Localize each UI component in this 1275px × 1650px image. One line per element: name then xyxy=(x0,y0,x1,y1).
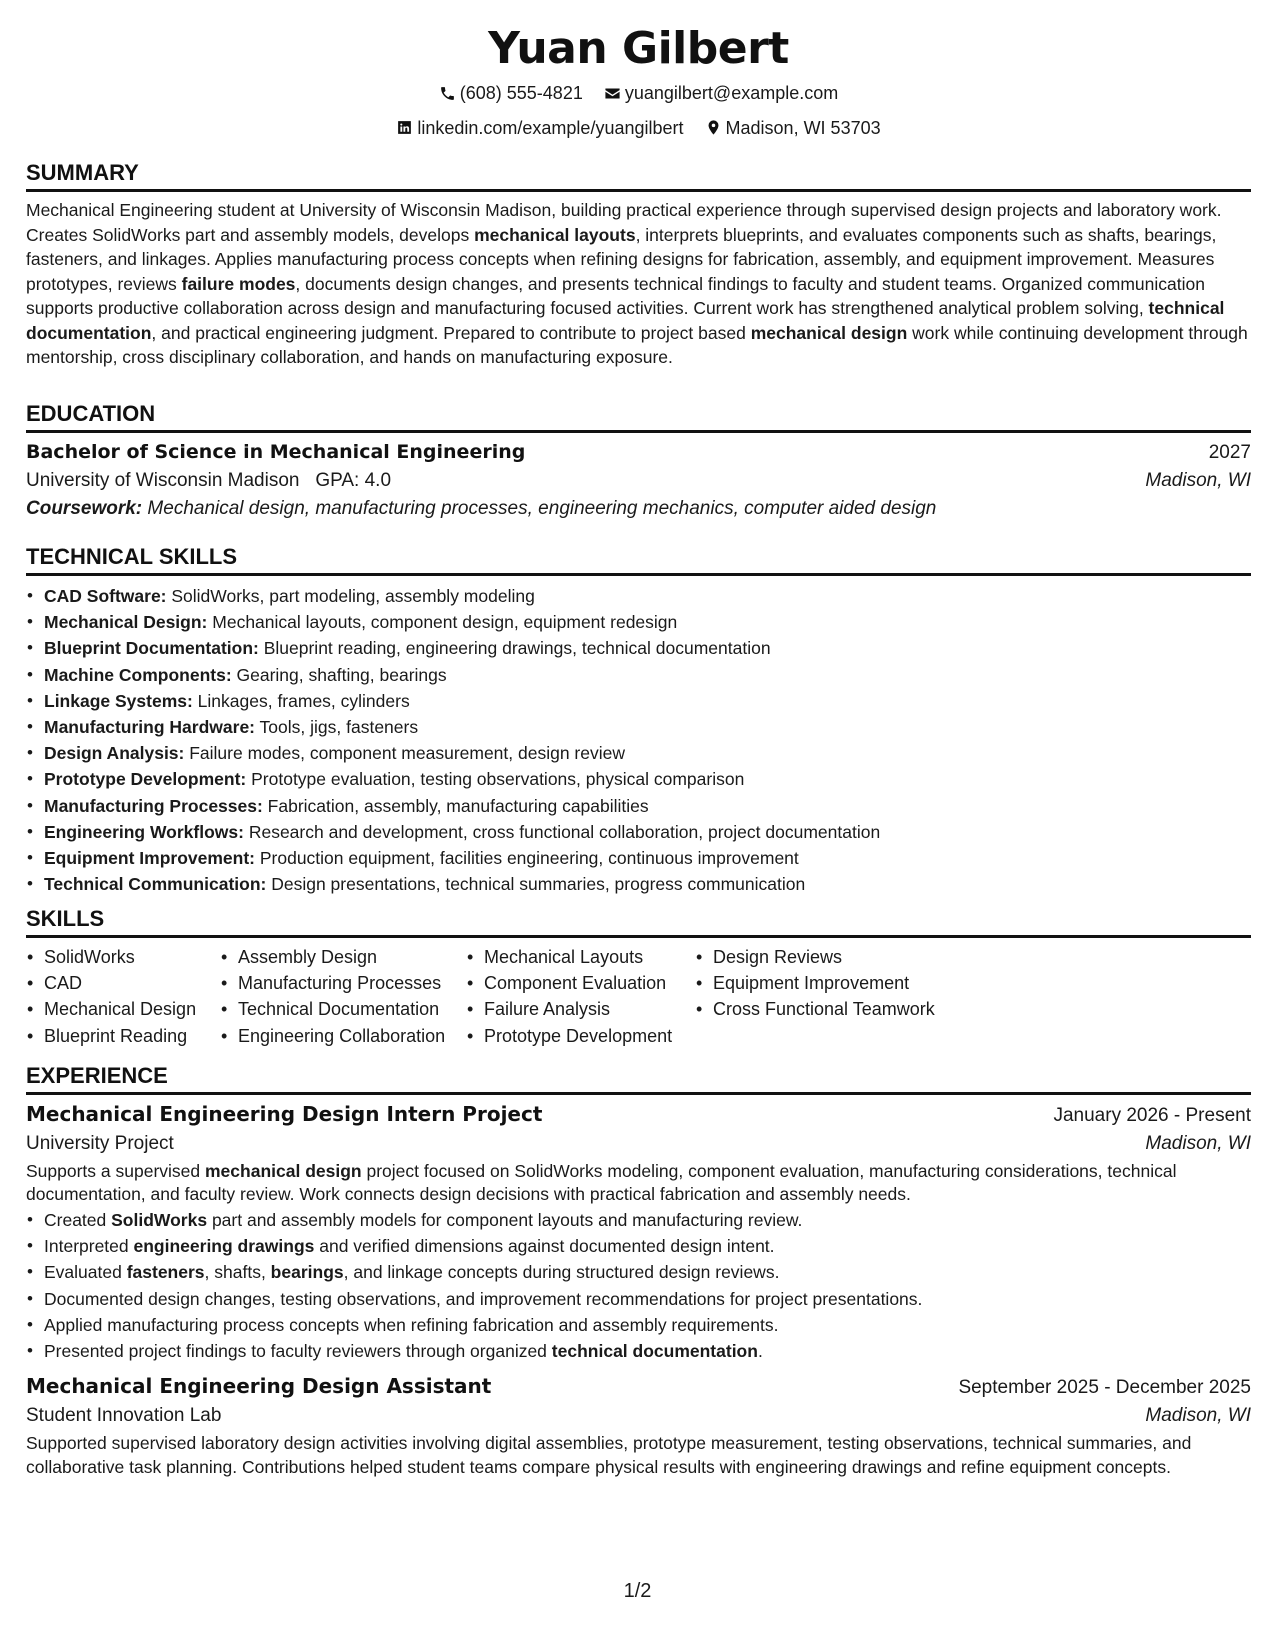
list-item: • Presented project findings to faculty reviewers through organized technical documentation. xyxy=(44,1338,1251,1364)
contact-row-2 xyxy=(26,117,1251,142)
technical-skills-section xyxy=(26,544,1251,897)
map-pin-icon xyxy=(705,119,722,136)
job-title: Mechanical Engineering Design Assistant xyxy=(26,1374,492,1399)
job-location: Madison, WI xyxy=(1145,1133,1251,1154)
skills-column-3 xyxy=(466,944,695,1049)
gpa: GPA: 4.0 xyxy=(315,470,392,491)
skills-column-1 xyxy=(26,944,220,1049)
list-item: • Prototype Development xyxy=(484,1023,695,1049)
location-text: Madison, WI 53703 xyxy=(725,117,881,138)
list-item: • Created SolidWorks part and assembly models for component layouts and manufacturing review. xyxy=(44,1207,1251,1233)
job-bullets xyxy=(26,1207,1251,1364)
page-number: 1/2 xyxy=(623,1580,652,1602)
email-text: yuangilbert@example.com xyxy=(624,83,839,103)
graduation-year: 2027 xyxy=(1208,442,1251,463)
job-subheader xyxy=(26,1405,1251,1427)
envelope-icon xyxy=(604,85,621,102)
phone-icon xyxy=(439,85,456,102)
section-title: EXPERIENCE xyxy=(26,1063,1251,1095)
section-title: EDUCATION xyxy=(26,401,1251,433)
list-item: • Component Evaluation xyxy=(484,970,695,996)
job-header xyxy=(26,1374,1251,1399)
job-description: Supported supervised laboratory design activities involving digital assemblies, prototype measurement, testing observations, technical summaries, and collaborative task planning. Contributions helped student teams compare physical results with engineering drawings and refine equipment concepts. xyxy=(26,1433,1192,1477)
job-header xyxy=(26,1102,1251,1127)
list-item: • Mechanical Layouts xyxy=(484,944,695,970)
list-item: • Blueprint Reading xyxy=(44,1023,220,1049)
list-item: • Technical Documentation xyxy=(238,996,466,1022)
job-description: Supports a supervised mechanical design project focused on SolidWorks modeling, component evaluation, manufacturing considerations, technical documentation, and faculty review. Work connects design decisions with practical fabrication and assembly needs. xyxy=(26,1161,1177,1204)
list-item: • Machine Components: Gearing, shafting, bearings xyxy=(44,662,1251,688)
summary-section xyxy=(26,160,1251,370)
list-item: • Manufacturing Hardware: Tools, jigs, fasteners xyxy=(44,714,1251,740)
location-contact xyxy=(705,117,881,139)
skills-column-4 xyxy=(695,944,993,1049)
school-row xyxy=(26,470,1251,492)
job-dates: January 2026 - Present xyxy=(1053,1105,1251,1126)
linkedin-text: linkedin.com/example/yuangilbert xyxy=(417,117,684,138)
job-organization: Student Innovation Lab xyxy=(26,1405,222,1427)
list-item: • Assembly Design xyxy=(238,944,466,970)
list-item: • Mechanical Design: Mechanical layouts, component design, equipment redesign xyxy=(44,609,1251,635)
job-entry xyxy=(26,1102,1251,1364)
list-item: • Equipment Improvement: Production equipment, facilities engineering, continuous improvement xyxy=(44,845,1251,871)
skills-column-2 xyxy=(220,944,466,1049)
list-item: • Manufacturing Processes xyxy=(238,970,466,996)
list-item: • Failure Analysis xyxy=(484,996,695,1022)
list-item: • Applied manufacturing process concepts when refining fabrication and assembly requirements. xyxy=(44,1312,1251,1338)
list-item: • Design Analysis: Failure modes, component measurement, design review xyxy=(44,740,1251,766)
list-item: • Design Reviews xyxy=(713,944,993,970)
phone-text: (608) 555-4821 xyxy=(459,83,583,103)
contact-row-1 xyxy=(26,82,1251,107)
degree-title: Bachelor of Science in Mechanical Engineering xyxy=(26,441,526,463)
technical-skills-list xyxy=(26,583,1251,897)
phone-contact xyxy=(439,82,583,104)
section-title: TECHNICAL SKILLS xyxy=(26,544,1251,576)
list-item: • Documented design changes, testing observations, and improvement recommendations for project presentations. xyxy=(44,1286,1251,1312)
education-section xyxy=(26,401,1251,520)
job-entry xyxy=(26,1374,1251,1479)
coursework: Coursework: Mechanical design, manufacturing processes, engineering mechanics, computer aided design xyxy=(26,498,937,519)
school-location: Madison, WI xyxy=(1145,470,1251,491)
skills-section xyxy=(26,906,1251,1049)
job-title: Mechanical Engineering Design Intern Project xyxy=(26,1102,543,1126)
school-name: University of Wisconsin Madison GPA: 4.0 xyxy=(26,470,392,491)
job-location: Madison, WI xyxy=(1145,1405,1251,1427)
list-item: • Cross Functional Teamwork xyxy=(713,996,993,1022)
job-dates: September 2025 - December 2025 xyxy=(958,1377,1251,1399)
job-organization: University Project xyxy=(26,1133,174,1154)
list-item: • Equipment Improvement xyxy=(713,970,993,996)
linkedin-contact[interactable] xyxy=(396,117,683,139)
summary-text: Mechanical Engineering student at University of Wisconsin Madison, building practical experience through supervised design projects and laboratory work. Creates SolidWorks part and assembly models, develops mechanical layouts, interprets blueprints, and evaluates components such as shafts, bearings, fasteners, and linkages. Applies manufacturing process concepts when refining designs for fabrication, assembly, and equipment improvement. Measures prototypes, reviews failure modes, documents design changes, and presents technical findings to faculty and student teams. Organized communication supports productive collaboration across design and manufacturing focused activities. Current work has strengthened analytical problem solving, technical documentation, and practical engineering judgment. Prepared to contribute to project based mechanical design work while continuing development through mentorship, cross disciplinary collaboration, and hands on manufacturing exposure. xyxy=(26,200,1248,367)
linkedin-icon xyxy=(396,119,413,136)
list-item: • Interpreted engineering drawings and verified dimensions against documented design intent. xyxy=(44,1233,1251,1259)
list-item: • Technical Communication: Design presentations, technical summaries, progress communication xyxy=(44,871,1251,897)
section-title: SUMMARY xyxy=(26,160,1251,192)
list-item: • Evaluated fasteners, shafts, bearings, and linkage concepts during structured design reviews. xyxy=(44,1259,1251,1285)
list-item: • Blueprint Documentation: Blueprint reading, engineering drawings, technical documentation xyxy=(44,635,1251,661)
list-item: • Engineering Workflows: Research and development, cross functional collaboration, project documentation xyxy=(44,819,1251,845)
section-title: SKILLS xyxy=(26,906,1251,938)
list-item: • Mechanical Design xyxy=(44,996,220,1022)
list-item: • Engineering Collaboration xyxy=(238,1023,466,1049)
list-item: • CAD Software: SolidWorks, part modeling, assembly modeling xyxy=(44,583,1251,609)
email-contact[interactable] xyxy=(604,82,838,104)
candidate-name: Yuan Gilbert xyxy=(488,23,789,74)
experience-section xyxy=(26,1063,1251,1479)
list-item: • Linkage Systems: Linkages, frames, cylinders xyxy=(44,688,1251,714)
list-item: • Manufacturing Processes: Fabrication, assembly, manufacturing capabilities xyxy=(44,793,1251,819)
list-item: • CAD xyxy=(44,970,220,996)
skills-grid xyxy=(26,944,1251,1049)
resume-page xyxy=(26,0,1251,1477)
job-subheader xyxy=(26,1133,1251,1155)
degree-row xyxy=(26,441,1251,464)
list-item: • Prototype Development: Prototype evaluation, testing observations, physical comparison xyxy=(44,766,1251,792)
list-item: • SolidWorks xyxy=(44,944,220,970)
